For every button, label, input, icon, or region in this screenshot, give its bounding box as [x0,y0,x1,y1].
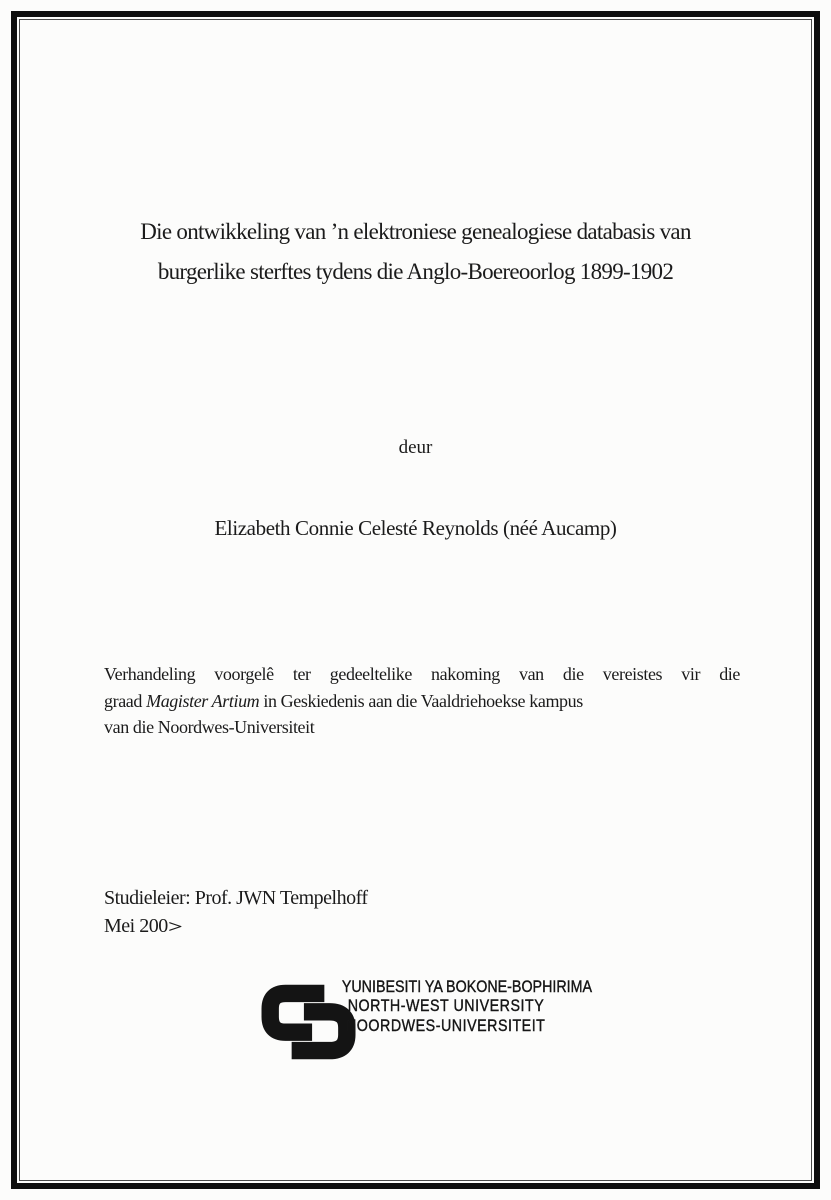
title-line-2: burgerlike sterftes tydens die Anglo-Boereoorlog 1899-1902 [157,259,674,284]
title-line-1: Die ontwikkeling van ’n elektroniese genealogiese databasis van [140,219,691,244]
declaration-line-1: Verhandeling voorgelê ter gedeeltelike nakoming van die vereistes vir die [104,664,740,684]
supervisor-and-date [104,884,368,940]
byline-deur: deur [398,437,433,458]
date-numeral-glyph: > [167,917,182,938]
author-name: Elizabeth Connie Celesté Reynolds (néé Aucamp) [214,516,617,540]
date-prefix: Mei 200 [104,915,168,937]
thesis-title [60,212,771,292]
logo-line-setswana: YUNIBESITI YA BOKONE-BOPHIRIMA [341,977,593,996]
declaration-line-2 [104,688,740,715]
supervisor-line: Studieleier: Prof. JWN Tempelhoff [104,887,368,909]
logo-line-afrikaans: NOORDWES-UNIVERSITEIT [346,1015,546,1035]
declaration-line-3: van die Noordwes-Universiteit [104,717,315,737]
degree-declaration [104,661,740,741]
degree-name-italic: Magister Artium [146,690,260,711]
university-logo-text [318,977,593,1035]
logo-line-english: NORTH-WEST UNIVERSITY [347,996,545,1016]
declaration-line-2-pre: graad [104,690,142,711]
declaration-line-2-post: in Geskiedenis aan die Vaaldriehoekse kampus [263,690,583,711]
date-line [104,912,368,940]
